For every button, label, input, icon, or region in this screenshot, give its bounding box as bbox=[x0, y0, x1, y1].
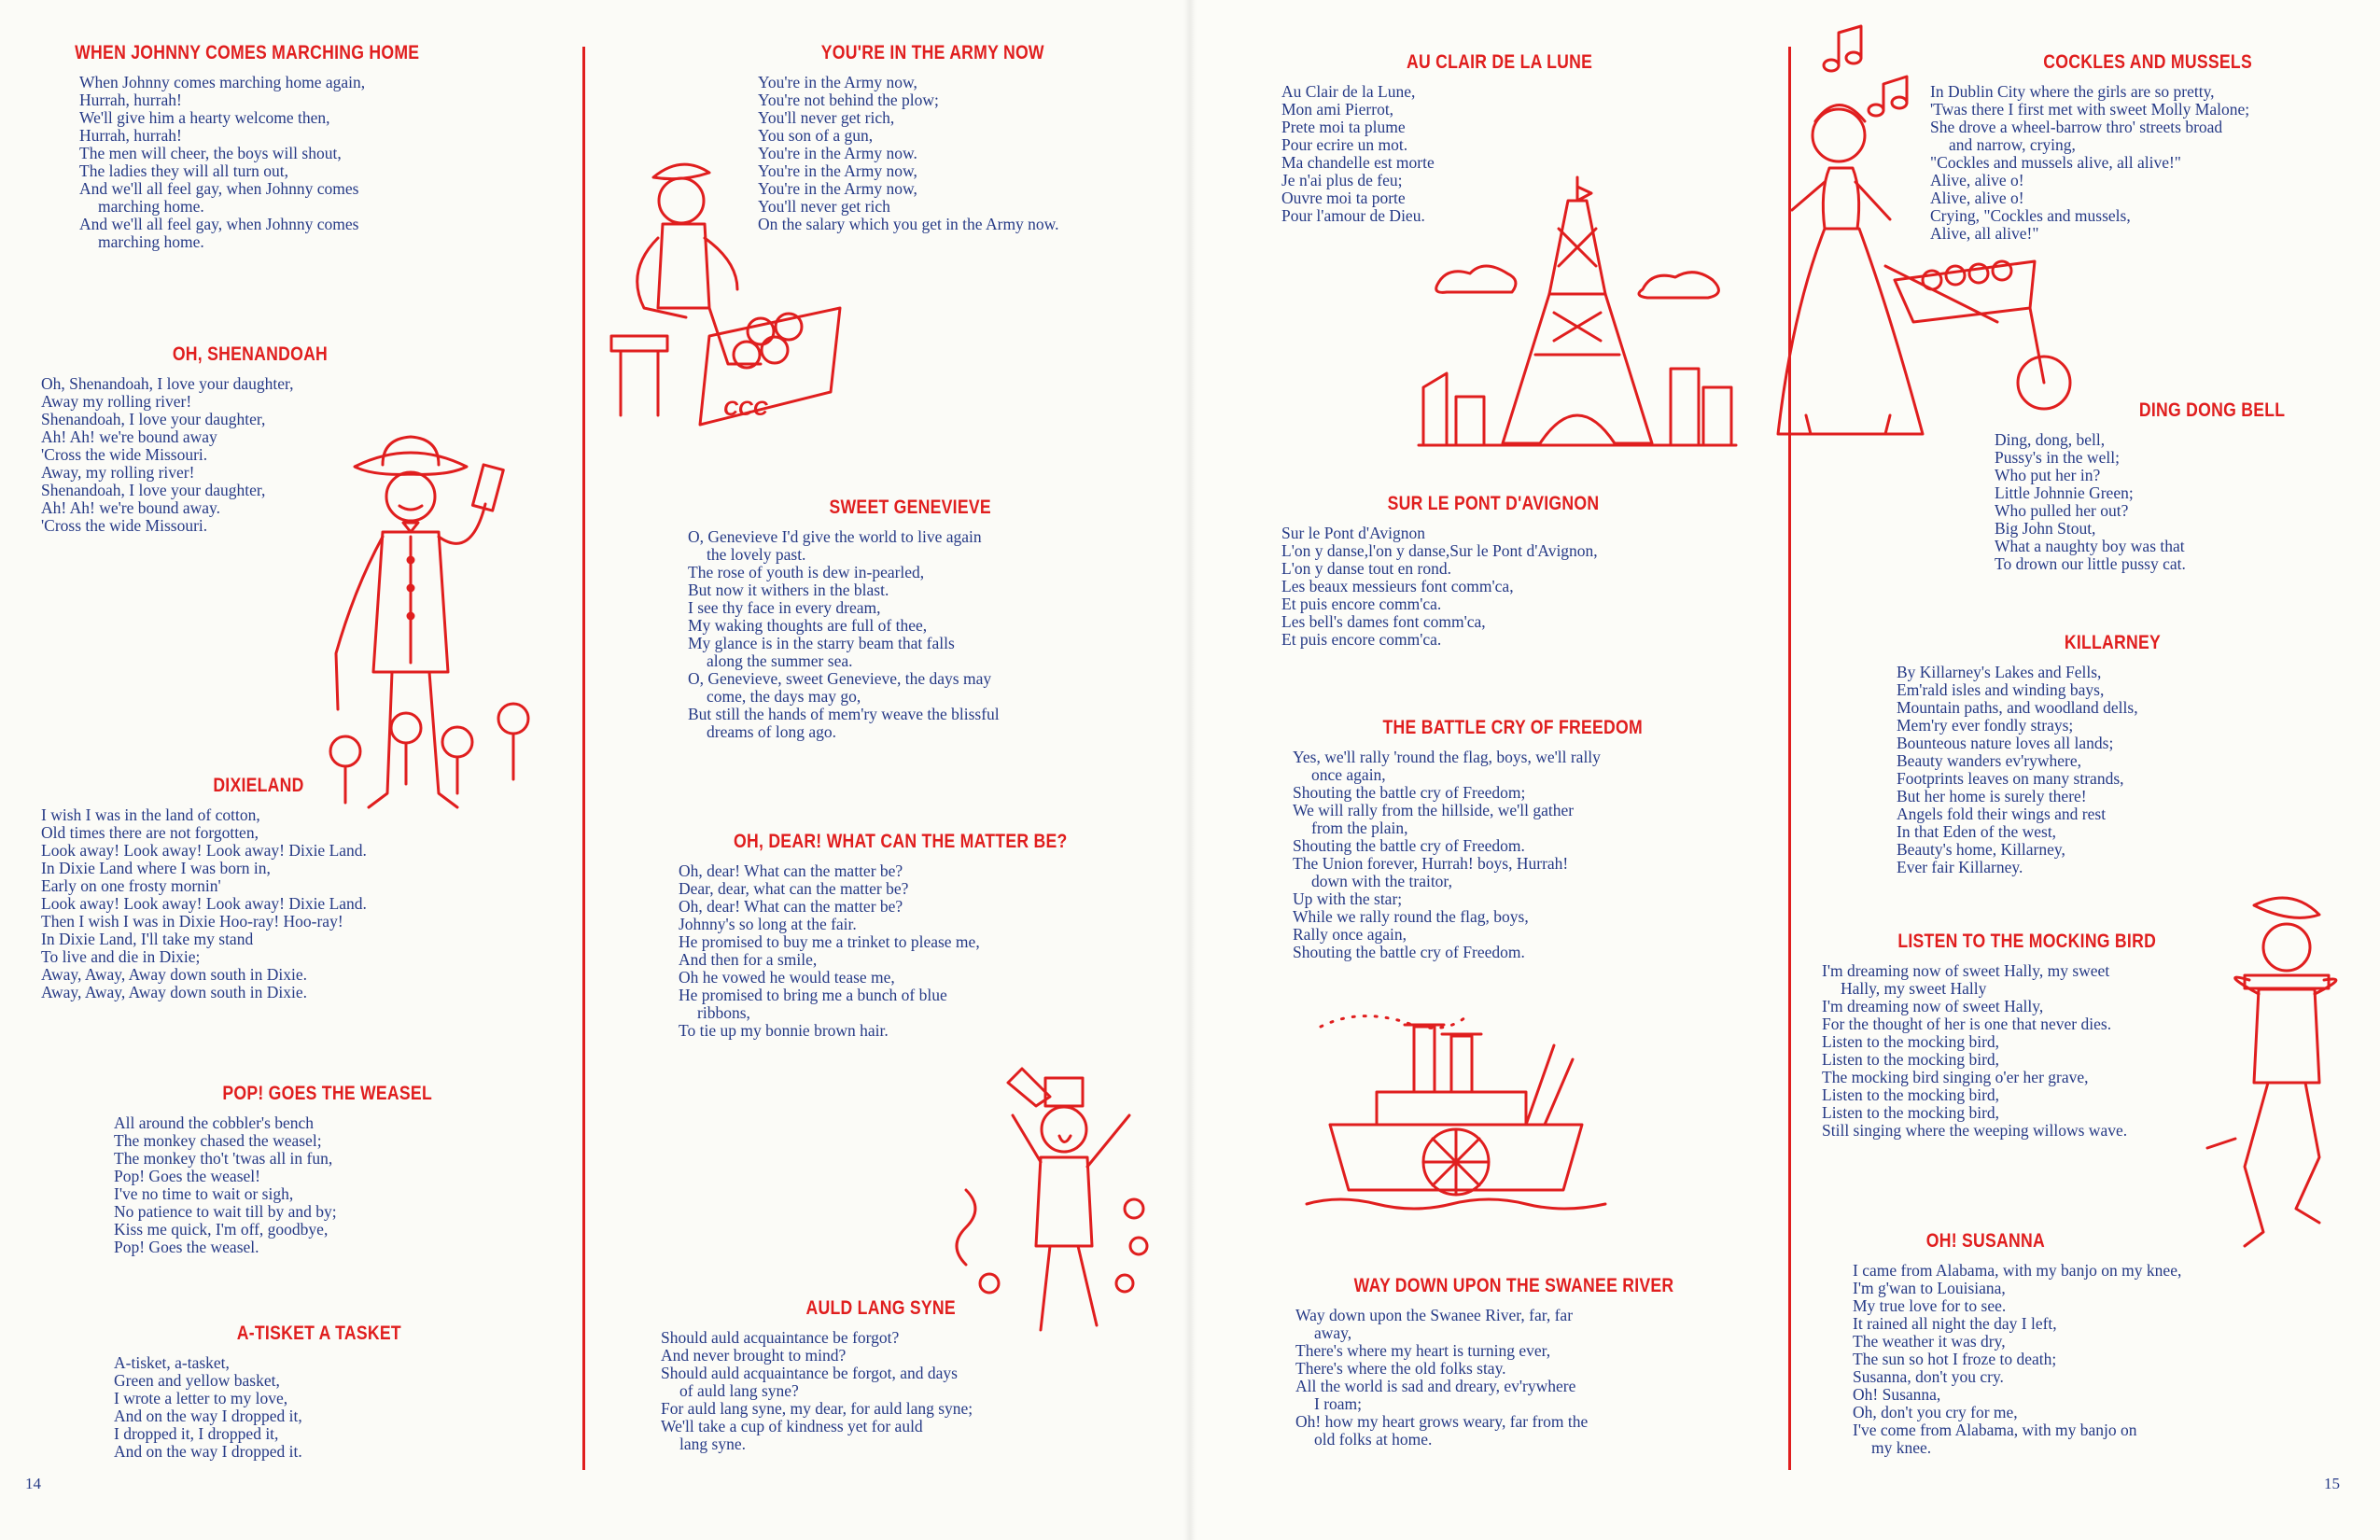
lyric-line: I wish I was in the land of cotton, bbox=[41, 805, 260, 824]
lyric-line: Oh! Susanna, bbox=[1853, 1385, 1941, 1404]
lyric-line: from the plain, bbox=[1311, 819, 1408, 837]
song-title: OH! SUSANNA bbox=[1925, 1230, 2046, 1252]
lyric-line: You'll never get rich bbox=[758, 197, 890, 216]
lyric-line: The ladies they will all turn out, bbox=[79, 161, 289, 180]
lyric-line: Hurrah, hurrah! bbox=[79, 126, 182, 145]
song-lyrics bbox=[688, 528, 1006, 741]
lyric-line: along the summer sea. bbox=[707, 651, 853, 670]
lyric-line: It rained all night the day I left, bbox=[1853, 1314, 2057, 1333]
lyric-line: Je n'ai plus de feu; bbox=[1281, 171, 1403, 189]
lyric-line: In Dublin City where the girls are so pretty, bbox=[1930, 82, 2215, 101]
lyric-line: Listen to the mocking bird, bbox=[1822, 1032, 2000, 1051]
lyric-line: On the salary which you get in the Army now. bbox=[758, 215, 1059, 233]
lyric-line: Les bell's dames font comm'ca, bbox=[1281, 612, 1486, 631]
lyric-line: I'm g'wan to Louisiana, bbox=[1853, 1279, 2006, 1297]
lyric-line: You'll never get rich, bbox=[758, 108, 895, 127]
lyric-line: In Dixie Land, I'll take my stand bbox=[41, 930, 254, 948]
lyric-line: But still the hands of mem'ry weave the blissful bbox=[688, 705, 1000, 723]
eiffel-illustration bbox=[1419, 173, 1736, 453]
lyric-line: lang syne. bbox=[679, 1435, 746, 1453]
song-block bbox=[1295, 1275, 1704, 1449]
lyric-line: What a naughty boy was that bbox=[1995, 537, 2185, 555]
lyric-line: The sun so hot I froze to death; bbox=[1853, 1350, 2057, 1368]
lyric-line: Oh, dear! What can the matter be? bbox=[679, 897, 903, 916]
lyric-line: I roam; bbox=[1314, 1394, 1363, 1413]
lyric-line: Pour ecrire un mot. bbox=[1281, 135, 1408, 154]
lyric-line: Who put her in? bbox=[1995, 466, 2101, 484]
lyric-line: My glance is in the starry beam that falls bbox=[688, 634, 955, 652]
song-lyrics bbox=[1822, 962, 2180, 1140]
lyric-line: Shenandoah, I love your daughter, bbox=[41, 481, 266, 499]
lyric-line: Away, Away, Away down south in Dixie. bbox=[41, 965, 308, 984]
lyric-line: No patience to wait till by and by; bbox=[114, 1202, 337, 1221]
song-lyrics bbox=[1281, 525, 1619, 649]
lyric-line: Shouting the battle cry of Freedom; bbox=[1293, 783, 1526, 802]
lyric-line: Ah! Ah! we're bound away. bbox=[41, 498, 221, 517]
lyric-line: All around the cobbler's bench bbox=[114, 1113, 315, 1132]
song-lyrics bbox=[1293, 749, 1667, 961]
lyric-line: Pop! Goes the weasel. bbox=[114, 1238, 259, 1256]
lyric-line: I'm dreaming now of sweet Hally, my sweet bbox=[1822, 961, 2110, 980]
lyric-line: L'on y danse tout en rond. bbox=[1281, 559, 1452, 578]
song-title: AU CLAIR DE LA LUNE bbox=[1406, 51, 1593, 73]
lyric-line: Et puis encore comm'ca. bbox=[1281, 630, 1442, 649]
lyric-line: L'on y danse,l'on y danse,Sur le Pont d'Avignon, bbox=[1281, 541, 1598, 560]
lyric-line: Footprints leaves on many strands, bbox=[1897, 769, 2124, 788]
book-gutter bbox=[1183, 0, 1197, 1540]
song-block bbox=[114, 1083, 452, 1256]
song-lyrics bbox=[1295, 1307, 1704, 1449]
lyric-line: You're not behind the plow; bbox=[758, 91, 939, 109]
lyric-line: Ever fair Killarney. bbox=[1897, 858, 2023, 876]
lyric-line: Listen to the mocking bird, bbox=[1822, 1085, 2000, 1104]
song-lyrics bbox=[661, 1329, 973, 1453]
lyric-line: Then I wish I was in Dixie Hoo-ray! Hoo-ray! bbox=[41, 912, 343, 931]
lyric-line: ribbons, bbox=[697, 1003, 750, 1022]
lyric-line: But now it withers in the blast. bbox=[688, 581, 889, 599]
lyric-line: Who pulled her out? bbox=[1995, 501, 2129, 520]
lyric-line: I've no time to wait or sigh, bbox=[114, 1184, 294, 1203]
lyric-line: He promised to bring me a bunch of blue bbox=[679, 986, 947, 1004]
lyric-line: Beauty wanders ev'rywhere, bbox=[1897, 751, 2082, 770]
song-block bbox=[1293, 717, 1667, 961]
lyric-line: Up with the star; bbox=[1293, 889, 1403, 908]
lyric-line: Away, my rolling river! bbox=[41, 463, 195, 482]
lyric-line: The Union forever, Hurrah! boys, Hurrah! bbox=[1293, 854, 1569, 873]
song-title: POP! GOES THE WEASEL bbox=[222, 1083, 432, 1104]
cowboy-illustration bbox=[317, 429, 537, 821]
reveler-illustration bbox=[947, 1059, 1162, 1339]
lyric-line: Way down upon the Swanee River, far, far bbox=[1295, 1306, 1574, 1324]
lyric-line: Little Johnnie Green; bbox=[1995, 483, 2134, 502]
song-title: KILLARNEY bbox=[2064, 632, 2162, 653]
lyric-line: 'Twas there I first met with sweet Molly Malone; bbox=[1930, 100, 2250, 119]
lyric-line: Pop! Goes the weasel! bbox=[114, 1167, 260, 1185]
song-title: COCKLES AND MUSSELS bbox=[2043, 51, 2252, 73]
song-block bbox=[1897, 632, 2170, 876]
crate-label: CCC bbox=[723, 397, 768, 420]
lyric-line: Green and yellow basket, bbox=[114, 1371, 280, 1390]
lyric-line: My waking thoughts are full of thee, bbox=[688, 616, 928, 635]
lyric-line: But her home is surely there! bbox=[1897, 787, 2087, 805]
lyric-line: I'm dreaming now of sweet Hally, bbox=[1822, 997, 2044, 1015]
song-block bbox=[1822, 931, 2180, 1140]
lyric-line: I've come from Alabama, with my banjo on bbox=[1853, 1421, 2137, 1439]
lyric-line: Still singing where the weeping willows wave. bbox=[1822, 1121, 2128, 1140]
song-title: YOU'RE IN THE ARMY NOW bbox=[820, 42, 1044, 63]
lyric-line: We'll give him a hearty welcome then, bbox=[79, 108, 330, 127]
lyric-line: 'Cross the wide Missouri. bbox=[41, 445, 208, 464]
lyric-line: Mon ami Pierrot, bbox=[1281, 100, 1394, 119]
lyric-line: Et puis encore comm'ca. bbox=[1281, 595, 1442, 613]
song-block bbox=[688, 497, 1006, 741]
lyric-line: of auld lang syne? bbox=[679, 1381, 799, 1400]
steamboat-illustration bbox=[1302, 1008, 1610, 1232]
song-lyrics bbox=[41, 806, 367, 1001]
lyric-line: When Johnny comes marching home again, bbox=[79, 73, 366, 91]
song-title: OH, DEAR! WHAT CAN THE MATTER BE? bbox=[734, 831, 1068, 852]
lyric-line: Old times there are not forgotten, bbox=[41, 823, 259, 842]
song-lyrics bbox=[114, 1114, 452, 1256]
lyric-line: marching home. bbox=[98, 232, 204, 251]
lyric-line: Beauty's home, Killarney, bbox=[1897, 840, 2065, 859]
lyric-line: And we'll all feel gay, when Johnny comes bbox=[79, 179, 359, 198]
lyric-line: Kiss me quick, I'm off, goodbye, bbox=[114, 1220, 329, 1239]
song-title: OH, SHENANDOAH bbox=[172, 343, 329, 365]
lyric-line: Au Clair de la Lune, bbox=[1281, 82, 1416, 101]
song-lyrics bbox=[41, 375, 343, 535]
lyric-line: Pour l'amour de Dieu. bbox=[1281, 206, 1425, 225]
lyric-line: come, the days may go, bbox=[707, 687, 861, 706]
lyric-line: The monkey chased the weasel; bbox=[114, 1131, 322, 1150]
lyric-line: You son of a gun, bbox=[758, 126, 874, 145]
song-title: DING DONG BELL bbox=[2138, 399, 2286, 421]
lyric-line: Early on one frosty mornin' bbox=[41, 876, 221, 895]
lyric-line: The rose of youth is dew in-pearled, bbox=[688, 563, 925, 581]
lyric-line: Les beaux messieurs font comm'ca, bbox=[1281, 577, 1514, 595]
lyric-line: Susanna, don't you cry. bbox=[1853, 1367, 2004, 1386]
page-number-right: 15 bbox=[2324, 1475, 2340, 1492]
lyric-line: Sur le Pont d'Avignon bbox=[1281, 524, 1426, 542]
lyric-line: down with the traitor, bbox=[1311, 872, 1452, 890]
lyric-line: You're in the Army now, bbox=[758, 73, 917, 91]
song-title: DIXIELAND bbox=[213, 775, 304, 796]
song-block bbox=[75, 42, 452, 251]
lyric-line: All the world is sad and dreary, ev'rywhere bbox=[1295, 1377, 1576, 1395]
lyric-line: Ding, dong, bell, bbox=[1995, 430, 2106, 449]
song-title: THE BATTLE CRY OF FREEDOM bbox=[1382, 717, 1643, 738]
song-block bbox=[1853, 1230, 2181, 1457]
song-lyrics bbox=[679, 862, 1099, 1040]
lyric-line: Alive, alive o! bbox=[1930, 189, 2024, 207]
lyric-line: Should auld acquaintance be forgot? bbox=[661, 1328, 900, 1347]
lyric-line: Shouting the battle cry of Freedom. bbox=[1293, 943, 1525, 961]
song-block bbox=[661, 1297, 973, 1453]
lyric-line: Johnny's so long at the fair. bbox=[679, 915, 857, 933]
song-title: WAY DOWN UPON THE SWANEE RIVER bbox=[1353, 1275, 1674, 1296]
song-block bbox=[1281, 493, 1619, 649]
lyric-line: Em'rald isles and winding bays, bbox=[1897, 680, 2105, 699]
lyric-line: Alive, alive o! bbox=[1930, 171, 2024, 189]
lyric-line: O, Genevieve, sweet Genevieve, the days may bbox=[688, 669, 992, 688]
song-title: WHEN JOHNNY COMES MARCHING HOME bbox=[75, 42, 420, 63]
lyric-line: Prete moi ta plume bbox=[1281, 118, 1406, 136]
lyric-line: Ah! Ah! we're bound away bbox=[41, 427, 217, 446]
lyric-line: In Dixie Land where I was born in, bbox=[41, 859, 271, 877]
molly-malone-illustration bbox=[1773, 79, 2072, 453]
lyric-line: Mem'ry ever fondly strays; bbox=[1897, 716, 2074, 735]
lyric-line: once again, bbox=[1311, 765, 1386, 784]
lyric-line: Should auld acquaintance be forgot, and days bbox=[661, 1364, 958, 1382]
lyric-line: She drove a wheel-barrow thro' streets broad bbox=[1930, 118, 2223, 136]
lyric-line: The mocking bird singing o'er her grave, bbox=[1822, 1068, 2089, 1086]
column-rule-left bbox=[582, 47, 585, 1470]
lyric-line: You're in the Army now, bbox=[758, 179, 917, 198]
lyric-line: My true love for to see. bbox=[1853, 1296, 2007, 1315]
lyric-line: I wrote a letter to my love, bbox=[114, 1389, 288, 1407]
harmonica-player-illustration bbox=[2189, 887, 2357, 1251]
lyric-line: Oh, dear! What can the matter be? bbox=[679, 861, 903, 880]
lyric-line: my knee. bbox=[1871, 1438, 1932, 1457]
lyric-line: For auld lang syne, my dear, for auld lang syne; bbox=[661, 1399, 973, 1418]
song-block bbox=[41, 343, 343, 535]
lyric-line: A-tisket, a-tasket, bbox=[114, 1353, 230, 1372]
lyric-line: "Cockles and mussels alive, all alive!" bbox=[1930, 153, 2181, 172]
lyric-line: away, bbox=[1314, 1323, 1352, 1342]
lyric-line: Crying, "Cockles and mussels, bbox=[1930, 206, 2131, 225]
lyric-line: To live and die in Dixie; bbox=[41, 947, 201, 966]
lyric-line: and narrow, crying, bbox=[1949, 135, 2076, 154]
lyric-line: We'll take a cup of kindness yet for auld bbox=[661, 1417, 923, 1435]
lyric-line: I dropped it, I dropped it, bbox=[114, 1424, 279, 1443]
lyric-line: Oh he vowed he would tease me, bbox=[679, 968, 895, 987]
song-lyrics bbox=[79, 74, 452, 251]
lyric-line: Big John Stout, bbox=[1995, 519, 2096, 538]
lyric-line: dreams of long ago. bbox=[707, 722, 836, 741]
song-block bbox=[679, 831, 1099, 1040]
lyric-line: Mountain paths, and woodland dells, bbox=[1897, 698, 2138, 717]
lyric-line: And on the way I dropped it, bbox=[114, 1407, 302, 1425]
lyric-line: Pussy's in the well; bbox=[1995, 448, 2120, 467]
lyric-line: We will rally from the hillside, we'll gather bbox=[1293, 801, 1575, 819]
lyric-line: Oh, don't you cry for me, bbox=[1853, 1403, 2018, 1421]
lyric-line: Hurrah, hurrah! bbox=[79, 91, 182, 109]
lyric-line: I see thy face in every dream, bbox=[688, 598, 881, 617]
song-title: LISTEN TO THE MOCKING BIRD bbox=[1897, 931, 2157, 952]
lyric-line: Ouvre moi ta porte bbox=[1281, 189, 1406, 207]
lyric-line: Listen to the mocking bird, bbox=[1822, 1103, 2000, 1122]
lyric-line: Oh, Shenandoah, I love your daughter, bbox=[41, 374, 294, 393]
lyric-line: Listen to the mocking bird, bbox=[1822, 1050, 2000, 1069]
lyric-line: In that Eden of the west, bbox=[1897, 822, 2057, 841]
lyric-line: Look away! Look away! Look away! Dixie Land. bbox=[41, 894, 367, 913]
lyric-line: Yes, we'll rally 'round the flag, boys, we'll rally bbox=[1293, 748, 1601, 766]
lyric-line: And we'll all feel gay, when Johnny comes bbox=[79, 215, 359, 233]
lyric-line: Away, Away, Away down south in Dixie. bbox=[41, 983, 308, 1001]
lyric-line: Away my rolling river! bbox=[41, 392, 192, 411]
song-title: A-TISKET A TASKET bbox=[236, 1323, 401, 1344]
lyric-line: I came from Alabama, with my banjo on my knee, bbox=[1853, 1261, 2182, 1280]
lyric-line: Shouting the battle cry of Freedom. bbox=[1293, 836, 1525, 855]
lyric-line: Ma chandelle est morte bbox=[1281, 153, 1435, 172]
lyric-line: Look away! Look away! Look away! Dixie Land. bbox=[41, 841, 367, 860]
lyric-line: The men will cheer, the boys will shout, bbox=[79, 144, 342, 162]
lyric-line: And never brought to mind? bbox=[661, 1346, 847, 1365]
lyric-line: And on the way I dropped it. bbox=[114, 1442, 302, 1461]
song-title: SUR LE PONT D'AVIGNON bbox=[1387, 493, 1600, 514]
lyric-line: To drown our little pussy cat. bbox=[1995, 554, 2186, 573]
lyric-line: Hally, my sweet Hally bbox=[1841, 979, 1987, 998]
lyric-line: Dear, dear, what can the matter be? bbox=[679, 879, 909, 898]
soldier-illustration bbox=[597, 149, 849, 448]
lyric-line: O, Genevieve I'd give the world to live again bbox=[688, 527, 982, 546]
lyric-line: While we rally round the flag, boys, bbox=[1293, 907, 1529, 926]
lyric-line: Rally once again, bbox=[1293, 925, 1407, 944]
lyric-line: Bounteous nature loves all lands; bbox=[1897, 734, 2114, 752]
lyric-line: And then for a smile, bbox=[679, 950, 818, 969]
page-number-left: 14 bbox=[25, 1475, 41, 1492]
lyric-line: Oh! how my heart grows weary, far from the bbox=[1295, 1412, 1589, 1431]
song-lyrics bbox=[114, 1354, 417, 1461]
lyric-line: 'Cross the wide Missouri. bbox=[41, 516, 208, 535]
song-lyrics bbox=[1897, 664, 2170, 876]
lyric-line: He promised to buy me a trinket to please me, bbox=[679, 932, 980, 951]
song-title: AULD LANG SYNE bbox=[805, 1297, 956, 1319]
lyric-line: Shenandoah, I love your daughter, bbox=[41, 410, 266, 428]
lyric-line: Angels fold their wings and rest bbox=[1897, 805, 2107, 823]
lyric-line: To tie up my bonnie brown hair. bbox=[679, 1021, 889, 1040]
lyric-line: old folks at home. bbox=[1314, 1430, 1433, 1449]
lyric-line: The weather it was dry, bbox=[1853, 1332, 2006, 1351]
lyric-line: You're in the Army now, bbox=[758, 161, 917, 180]
lyric-line: You're in the Army now. bbox=[758, 144, 917, 162]
song-block bbox=[114, 1323, 417, 1461]
song-title: SWEET GENEVIEVE bbox=[829, 497, 991, 518]
lyric-line: By Killarney's Lakes and Fells, bbox=[1897, 663, 2102, 681]
lyric-line: There's where the old folks stay. bbox=[1295, 1359, 1506, 1378]
lyric-line: Alive, all alive!" bbox=[1930, 224, 2039, 243]
lyric-line: marching home. bbox=[98, 197, 204, 216]
lyric-line: For the thought of her is one that never dies. bbox=[1822, 1015, 2112, 1033]
lyric-line: the lovely past. bbox=[707, 545, 806, 564]
lyric-line: The monkey tho't 'twas all in fun, bbox=[114, 1149, 333, 1168]
lyric-line: There's where my heart is turning ever, bbox=[1295, 1341, 1551, 1360]
song-lyrics bbox=[1853, 1262, 2181, 1457]
